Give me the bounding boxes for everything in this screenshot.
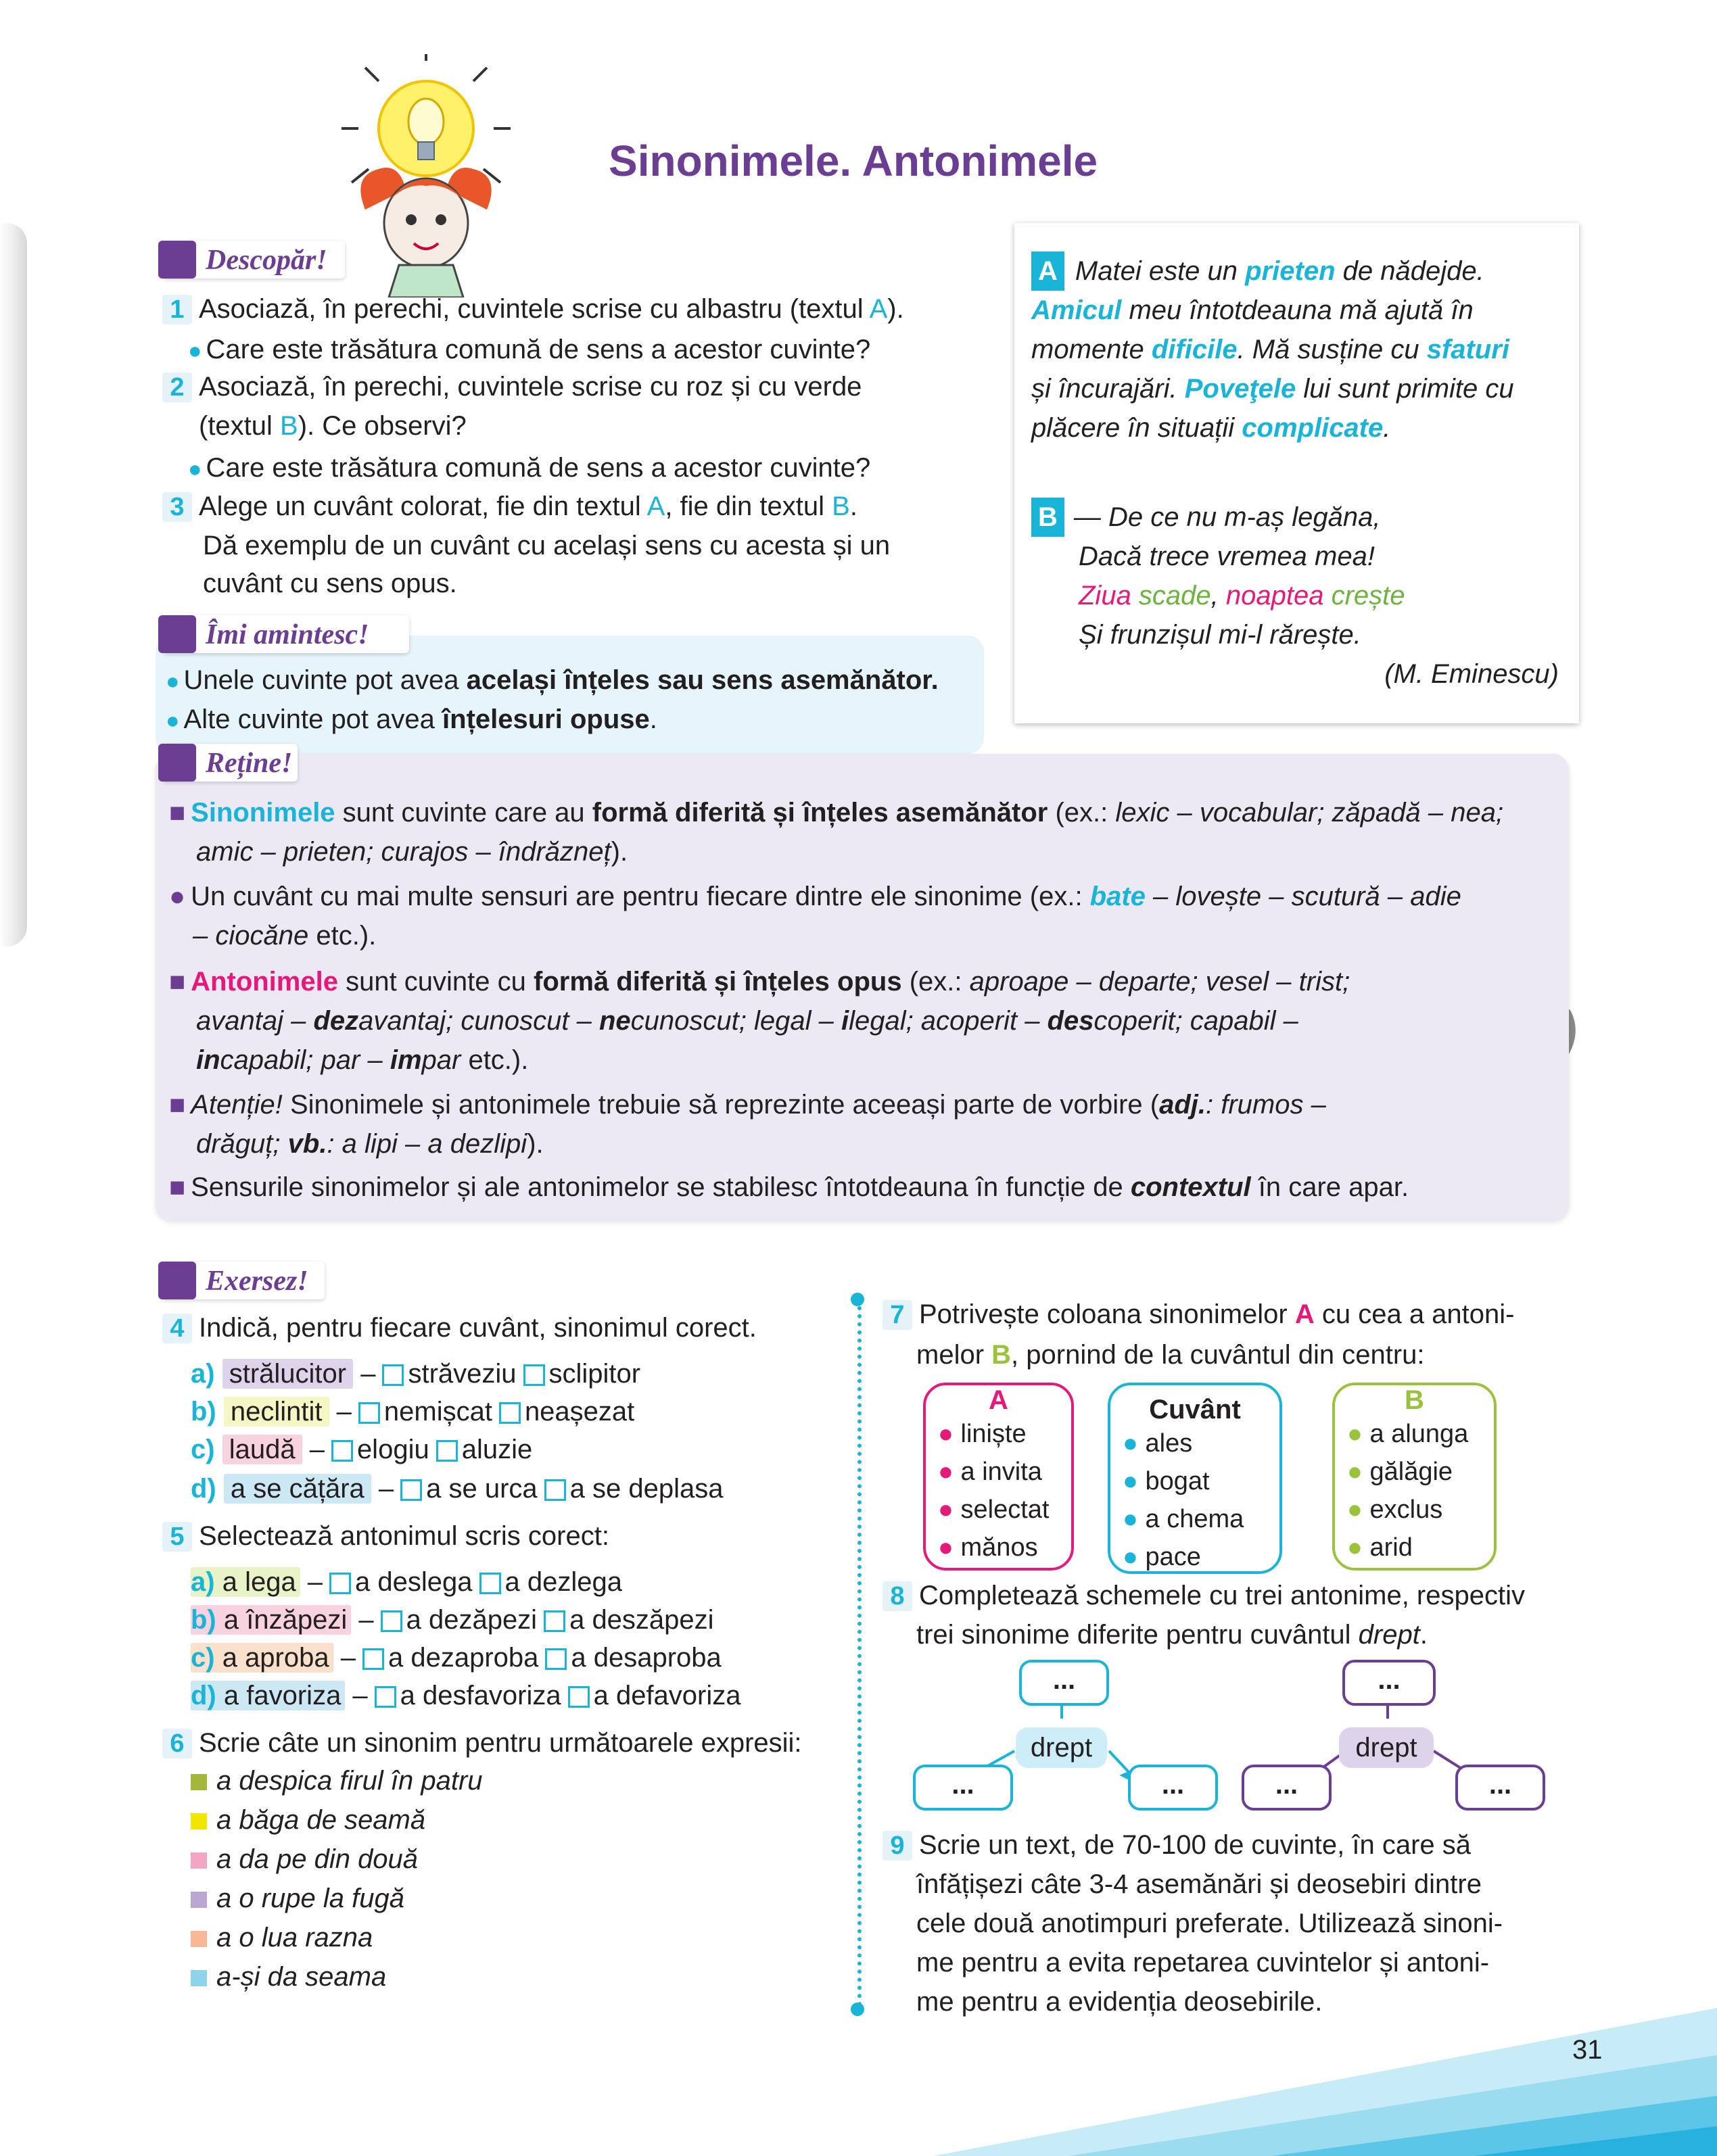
ex5-item-c: c) a aproba – a dezaproba a desaproba [191, 1643, 722, 1673]
rule-sinonime [169, 793, 1542, 832]
square-bullet-icon: ■ [169, 967, 186, 997]
text-fragment: momente [1031, 335, 1152, 364]
expression-item [191, 1761, 483, 1800]
exercise-5 [162, 1516, 609, 1556]
scheme-2-blank-left[interactable]: ... [1242, 1765, 1332, 1811]
exercise-4 [162, 1308, 757, 1347]
bullet-icon: ● [188, 456, 202, 482]
column-word-head: Cuvânt [1149, 1395, 1241, 1424]
checkbox-option-2[interactable] [479, 1573, 501, 1594]
ex6-list [191, 1761, 483, 1996]
item-letter: d) [191, 1474, 216, 1504]
rule-text: Un cuvânt cu mai multe sensuri are pentru fiecare dintre ele sinonime (ex.: [191, 882, 1090, 911]
exercise-instruction: Completează schemele cu trei antonime, respectiv [919, 1581, 1525, 1610]
item-text: selectat [960, 1495, 1050, 1524]
item-letter: b) [191, 1605, 216, 1635]
divider-dot-top [851, 1293, 864, 1306]
column-ref-a: A [1294, 1299, 1315, 1329]
text-fragment: plăcere în situații [1031, 413, 1242, 443]
term-antonimele: Antonimele [191, 967, 338, 997]
rule-example: drăguț [196, 1129, 273, 1159]
item-text: bogat [1145, 1467, 1210, 1495]
rule-sinonime-line2 [196, 832, 628, 871]
exercise-number: 6 [162, 1729, 192, 1758]
rule-context [169, 1168, 1542, 1207]
section-label: Reține! [206, 748, 293, 779]
item-letter: a) [191, 1359, 215, 1389]
item-text: liniște [960, 1420, 1027, 1448]
question-text: Asociază, în perechi, cuvintele scrise cu roz și cu verde [199, 372, 862, 402]
item-word: a aproba [222, 1643, 329, 1673]
item-word: a favoriza [223, 1681, 342, 1710]
rule-warning: Atenție! [191, 1090, 283, 1120]
ex5-item-d: d) a favoriza – a desfavoriza a defavoriza [191, 1681, 741, 1710]
memo-text: Unele cuvinte pot avea [183, 665, 467, 695]
column-divider [857, 1298, 862, 2015]
prefix: i [841, 1006, 849, 1036]
text-a-label: A [1031, 251, 1064, 291]
option-2: sclipitor [548, 1359, 641, 1389]
rule-text-end: ). [611, 837, 628, 867]
blue-word: sfaturi [1426, 335, 1509, 364]
question-text-end: . [849, 492, 857, 521]
item-text: arid [1369, 1533, 1413, 1562]
abbreviation: vb. [287, 1129, 327, 1159]
square-bullet-icon: ■ [169, 1090, 186, 1120]
column-a-box [923, 1383, 1074, 1571]
item-text: pace [1145, 1543, 1201, 1571]
question-number: 1 [162, 295, 192, 325]
scheme-1-blank-top[interactable]: ... [1019, 1660, 1109, 1706]
scheme-2-blank-right[interactable]: ... [1455, 1765, 1545, 1811]
text-ref-a: A [646, 492, 665, 521]
exercise-instruction: Scrie câte un sinonim pentru următoarele expresii: [199, 1728, 802, 1758]
ex5-item-a: a) a lega – a deslega a dezlega [191, 1567, 623, 1597]
exercise-9-line3: cele două anotimpuri preferate. Utilizează sinoni- [916, 1909, 1503, 1938]
column-b-item[interactable]: ● arid [1347, 1533, 1413, 1562]
text-fragment: . [1383, 413, 1391, 443]
question-1-sub [188, 330, 870, 370]
ex4-item-a: a) strălucitor – străveziu sclipitor [191, 1359, 641, 1389]
text-b-line2: Dacă trece vremea mea! [1079, 542, 1375, 571]
item-text: mănos [960, 1533, 1038, 1562]
exercise-9-line4: me pentru a evita repetarea cuvintelor și antoni- [916, 1948, 1490, 1978]
section-tab-imi-amintesc [162, 615, 409, 653]
exercise-number: 5 [162, 1522, 192, 1552]
rule-antonime-line3 [196, 1040, 528, 1080]
question-2 [162, 367, 991, 406]
exercise-6 [162, 1723, 802, 1763]
page-number: 31 [1572, 2035, 1603, 2065]
rule-example: lexic – vocabular; zăpadă – nea; [1115, 798, 1504, 828]
scheme-2-blank-top[interactable]: ... [1342, 1660, 1436, 1706]
question-text: (textul [199, 411, 281, 441]
rule-text: ; [273, 1129, 288, 1159]
item-text: ales [1145, 1429, 1193, 1458]
question-2-line2 [199, 406, 467, 446]
scheme-1-center: drept [1016, 1727, 1107, 1768]
rule-emphasis: contextul [1130, 1172, 1251, 1202]
rule-polisemie [169, 877, 1542, 916]
rule-emphasis: formă diferită și înțeles opus [534, 967, 902, 997]
checkbox-option-2[interactable] [544, 1610, 565, 1632]
prefix: in [196, 1045, 220, 1075]
column-a-head: A [989, 1385, 1008, 1415]
option-2: a deszăpezi [569, 1605, 714, 1635]
item-letter: c) [191, 1643, 215, 1673]
expression-item [191, 1800, 483, 1840]
rule-text: (ex.: [1048, 798, 1116, 828]
bullet-icon: ● [166, 669, 180, 694]
column-word-item[interactable]: ● pace [1123, 1543, 1201, 1571]
rule-text-end: etc.). [461, 1045, 529, 1075]
rule-example: capabil; par – [220, 1045, 390, 1075]
expression-text: a despica firul în patru [216, 1766, 483, 1796]
expression-text: a-și da seama [216, 1962, 387, 1992]
text-fragment: meu întotdeauna mă ajută în [1121, 295, 1474, 325]
item-letter: b) [191, 1397, 216, 1427]
green-word: scade [1131, 581, 1211, 610]
expression-item [191, 1957, 483, 1996]
option-2: a se deplasa [569, 1474, 724, 1504]
text-a-line2 [1031, 291, 1559, 330]
rule-example: coperit; capabil – [1093, 1006, 1298, 1036]
rule-example: : frumos – [1205, 1090, 1326, 1120]
item-text: a alunga [1369, 1420, 1469, 1448]
column-b-item[interactable]: ● gălăgie [1347, 1458, 1453, 1486]
rule-example: legal; acoperit – [849, 1006, 1048, 1036]
rule-atentie-line2 [196, 1124, 544, 1164]
question-2-sub [188, 448, 870, 489]
text-b-line1 [1031, 498, 1559, 537]
expression-item [191, 1840, 483, 1879]
expression-item [191, 1879, 483, 1918]
memo-text-end: . [649, 704, 657, 734]
column-a-item[interactable]: ● a invita [938, 1458, 1042, 1486]
exercise-instruction: trei sinonime diferite pentru cuvântul [916, 1620, 1359, 1650]
column-word-item[interactable]: ● ales [1123, 1429, 1193, 1458]
square-bullet-icon: ■ [169, 798, 186, 828]
item-text: a chema [1145, 1505, 1244, 1533]
exercise-9-line2: înfățișezi câte 3-4 asemănări și deosebiri dintre [916, 1869, 1482, 1899]
rule-text: Sensurile sinonimelor și ale antonimelor se stabilesc întotdeauna în funcție de [191, 1172, 1131, 1202]
prefix: im [390, 1045, 422, 1075]
memo-emphasis: același înțeles sau sens asemănător. [466, 665, 939, 695]
color-marker [191, 1813, 207, 1829]
column-b-item[interactable]: ● exclus [1347, 1495, 1443, 1524]
column-b-head: B [1405, 1385, 1424, 1415]
checkbox-option-2[interactable] [436, 1440, 458, 1462]
ex4-item-b: b) neclintit – nemișcat neașezat [191, 1397, 635, 1427]
exercise-9 [883, 1825, 1559, 2021]
question-number: 2 [162, 373, 192, 402]
text-ref-b: B [280, 411, 298, 441]
rule-text: sunt cuvinte cu [337, 967, 534, 997]
section-tab-retin [162, 744, 298, 782]
question-text: Asociază, în perechi, cuvintele scrise cu albastru (textul [199, 294, 870, 324]
text-fragment: și încurajări. [1031, 374, 1185, 404]
column-ref-b: B [991, 1340, 1012, 1370]
scheme-1-blank-left[interactable]: ... [913, 1765, 1013, 1811]
option-2: aluzie [461, 1435, 533, 1464]
question-text: , fie din textul [665, 492, 832, 521]
scheme-1-blank-right[interactable]: ... [1128, 1765, 1218, 1811]
rule-keyword: bate [1089, 882, 1146, 911]
column-word-box [1108, 1383, 1282, 1574]
text-a-line5 [1031, 408, 1559, 448]
section-label: Îmi amintesc! [206, 619, 369, 650]
text-b-line3 [1031, 576, 1559, 615]
exercise-number: 7 [883, 1300, 912, 1330]
option-2: a defavoriza [593, 1681, 741, 1710]
exercise-9-line5: me pentru a evidenția deosebirile. [916, 1987, 1323, 2017]
blue-word: dificile [1151, 335, 1238, 364]
column-word-item[interactable]: ● bogat [1123, 1467, 1210, 1495]
target-word: drept [1358, 1620, 1420, 1650]
sub-question: Care este trăsătura comună de sens a acestor cuvinte? [206, 453, 871, 483]
rule-antonime [169, 962, 1542, 1001]
checkbox-option-1[interactable] [331, 1440, 353, 1462]
color-marker [191, 1970, 207, 1986]
item-word: strălucitor [222, 1359, 353, 1389]
page-title: Sinonimele. Antonimele [609, 137, 1098, 185]
exercise-8 [883, 1576, 1525, 1615]
item-text: a invita [960, 1458, 1042, 1486]
exercise-instruction: , pornind de la cuvântul din centru: [1011, 1340, 1425, 1370]
tab-marker [158, 744, 196, 782]
pink-word: noaptea [1225, 581, 1324, 610]
scheme-2-center: drept [1339, 1727, 1434, 1768]
expression-text: a o rupe la fugă [216, 1884, 404, 1913]
checkbox-option-1[interactable] [400, 1479, 422, 1501]
rule-example: avantaj – [196, 1006, 314, 1036]
exercise-7 [883, 1295, 1559, 1334]
exercise-number: 8 [883, 1581, 912, 1611]
rule-example: avantaj; cunoscut – [358, 1006, 599, 1036]
checkbox-option-1[interactable] [382, 1364, 404, 1386]
rule-example: par [421, 1045, 461, 1075]
blue-word: Poveţele [1184, 374, 1296, 404]
option-1: a se urca [426, 1474, 538, 1504]
exercise-instruction: Selectează antonimul scris corect: [199, 1521, 609, 1551]
color-marker [191, 1774, 207, 1790]
rule-antonime-line2 [196, 1001, 1298, 1040]
section-tab-descopar [162, 241, 345, 279]
checkbox-option-1[interactable] [329, 1573, 351, 1594]
rule-example: – ciocăne [193, 921, 309, 951]
square-bullet-icon: ■ [169, 1172, 186, 1202]
text-a-line3 [1031, 330, 1559, 369]
ex4-item-c: c) laudă – elogiu aluzie [191, 1435, 533, 1464]
blue-word: complicate [1242, 413, 1384, 443]
rule-emphasis: formă diferită și înțeles asemănător [592, 798, 1048, 828]
item-letter: a) [191, 1567, 215, 1597]
memo-line-1 [166, 661, 939, 701]
item-word: a lega [222, 1567, 296, 1597]
checkbox-option-2[interactable] [568, 1686, 590, 1708]
option-1: a dezaproba [387, 1643, 539, 1673]
checkbox-option-2[interactable] [523, 1364, 545, 1386]
rule-text-end: în care apar. [1250, 1172, 1409, 1202]
column-b-item[interactable]: ● a alunga [1347, 1420, 1469, 1448]
tab-marker [158, 241, 196, 279]
checkbox-option-1[interactable] [362, 1648, 384, 1670]
question-text-end: ). Ce observi? [298, 411, 467, 441]
bullet-icon: ● [188, 338, 202, 364]
exercise-instruction: Potrivește coloana sinonimelor [919, 1299, 1295, 1329]
question-3-line2: Dă exemplu de un cuvânt cu același sens cu acesta și un [203, 531, 891, 560]
rule-example: aproape – departe; vesel – trist; [969, 967, 1350, 997]
text-a [1031, 251, 1559, 448]
text-fragment: de nădejde. [1335, 256, 1484, 286]
color-marker [191, 1931, 207, 1947]
item-text: gălăgie [1369, 1458, 1453, 1486]
text-fragment: . Mă susține cu [1237, 335, 1427, 364]
blue-word: prieten [1245, 256, 1336, 286]
prefix: ne [598, 1006, 631, 1036]
checkbox-option-1[interactable] [381, 1610, 402, 1632]
item-word: a înzăpezi [223, 1605, 348, 1635]
rule-text-end: ). [527, 1129, 544, 1159]
expression-text: a da pe din două [216, 1844, 419, 1874]
rule-polisemie-line2 [193, 916, 376, 955]
checkbox-option-1[interactable] [358, 1402, 380, 1424]
rule-example: : a lipi – a dezlipi [327, 1129, 527, 1159]
rule-text-end: etc.). [308, 921, 377, 951]
checkbox-option-2[interactable] [544, 1479, 566, 1501]
option-1: elogiu [356, 1435, 429, 1464]
text-ref-b: B [832, 492, 850, 521]
item-letter: d) [191, 1681, 216, 1710]
memo-emphasis: înțelesuri opuse [442, 704, 650, 734]
question-text-end: ). [887, 294, 904, 324]
rule-text: (ex.: [901, 967, 970, 997]
column-a-item[interactable]: ● liniște [938, 1420, 1027, 1448]
item-text: exclus [1369, 1495, 1443, 1524]
item-word: neclintit [224, 1397, 329, 1427]
checkbox-option-2[interactable] [499, 1402, 521, 1424]
rule-example: amic – prieten; curajos – îndrăzneț [196, 837, 611, 867]
exercise-7-line2 [916, 1335, 1425, 1374]
text-b-line4: Și frunzișul mi-l rărește. [1079, 620, 1361, 650]
section-label: Descopăr! [206, 245, 327, 276]
memo-text: Alte cuvinte pot avea [183, 704, 443, 734]
expression-text: a o lua razna [216, 1923, 373, 1953]
rule-atentie [169, 1085, 1542, 1124]
section-label: Exersez! [206, 1266, 308, 1297]
question-text: Alege un cuvânt colorat, fie din textul [199, 492, 647, 521]
option-1: străveziu [408, 1359, 517, 1389]
bullet-icon: ● [166, 708, 180, 734]
color-marker [191, 1852, 207, 1869]
option-1: a desfavoriza [400, 1681, 561, 1710]
option-2: neașezat [524, 1397, 635, 1427]
blue-word: Amicul [1031, 295, 1122, 325]
section-tab-exersez [162, 1262, 325, 1299]
option-2: a dezlega [504, 1567, 623, 1597]
exercise-instruction-end: . [1419, 1620, 1428, 1650]
prefix: des [1047, 1006, 1094, 1036]
option-1: nemișcat [383, 1397, 492, 1427]
exercise-9-line1 [883, 1825, 1559, 1865]
pink-word: Ziua [1079, 581, 1131, 610]
text-a-line1 [1031, 251, 1559, 291]
column-a-item[interactable]: ● selectat [938, 1495, 1050, 1524]
text-b-author: (M. Eminescu) [1384, 659, 1559, 689]
ex5-item-b: b) a înzăpezi – a dezăpezi a deszăpezi [191, 1605, 714, 1635]
exercise-number: 4 [162, 1314, 192, 1343]
text-b [1031, 498, 1559, 694]
checkbox-option-2[interactable] [545, 1648, 567, 1670]
ex4-item-d: d) a se cățăra – a se urca a se deplasa [191, 1474, 724, 1504]
text-ref-a: A [869, 294, 888, 324]
exercise-instruction: Scrie un text, de 70-100 de cuvinte, în care să [919, 1830, 1472, 1860]
exercise-instruction: cu cea a antoni- [1314, 1299, 1515, 1329]
memo-line-2 [166, 700, 657, 740]
question-1 [162, 289, 991, 329]
bullet-icon: ● [169, 882, 186, 911]
poem-line: — De ce nu m-aș legăna, [1073, 502, 1381, 532]
item-word: laudă [222, 1435, 302, 1464]
exercise-number: 9 [883, 1831, 912, 1861]
expression-text: a băga de seamă [216, 1805, 426, 1835]
exercise-8-line2 [916, 1615, 1428, 1654]
text-fragment: lui sunt primite cu [1296, 374, 1514, 404]
text-fragment: Matei este un [1075, 256, 1246, 286]
rule-text: sunt cuvinte care au [335, 798, 592, 828]
question-3 [162, 487, 991, 526]
text-b-label: B [1031, 498, 1064, 537]
column-word-item[interactable]: ● a chema [1123, 1505, 1244, 1533]
question-number: 3 [162, 492, 192, 522]
question-3-line3: cuvânt cu sens opus. [203, 569, 457, 598]
option-1: a deslega [355, 1567, 473, 1597]
option-2: a desaproba [571, 1643, 722, 1673]
exercise-instruction: melor [916, 1340, 992, 1370]
divider-dot-bottom [851, 2003, 864, 2016]
rule-example: – lovește – scutură – adie [1145, 882, 1461, 911]
rule-text: Sinonimele și antonimele trebuie să reprezinte aceeași parte de vorbire ( [282, 1090, 1160, 1120]
girl-lightbulb-illustration [338, 54, 514, 297]
color-marker [191, 1892, 207, 1908]
tab-marker [158, 1262, 196, 1299]
text-fragment: , [1210, 581, 1226, 610]
abbreviation: adj. [1159, 1090, 1206, 1120]
item-letter: c) [191, 1435, 215, 1464]
prefix: dez [313, 1006, 359, 1036]
column-a-item[interactable]: ● mănos [938, 1533, 1038, 1562]
page-edge [0, 223, 27, 947]
tab-marker [158, 615, 196, 653]
rule-example: cunoscut; legal – [630, 1006, 841, 1036]
option-1: a dezăpezi [406, 1605, 538, 1635]
exercise-instruction: Indică, pentru fiecare cuvânt, sinonimul corect. [199, 1313, 757, 1343]
green-word: crește [1323, 581, 1405, 610]
term-sinonimele: Sinonimele [191, 798, 335, 828]
text-a-line4 [1031, 369, 1559, 408]
item-word: a se cățăra [224, 1474, 371, 1504]
checkbox-option-1[interactable] [375, 1686, 396, 1708]
column-b-box [1332, 1383, 1497, 1571]
sub-question: Care este trăsătura comună de sens a acestor cuvinte? [206, 335, 871, 364]
expression-item [191, 1918, 483, 1957]
